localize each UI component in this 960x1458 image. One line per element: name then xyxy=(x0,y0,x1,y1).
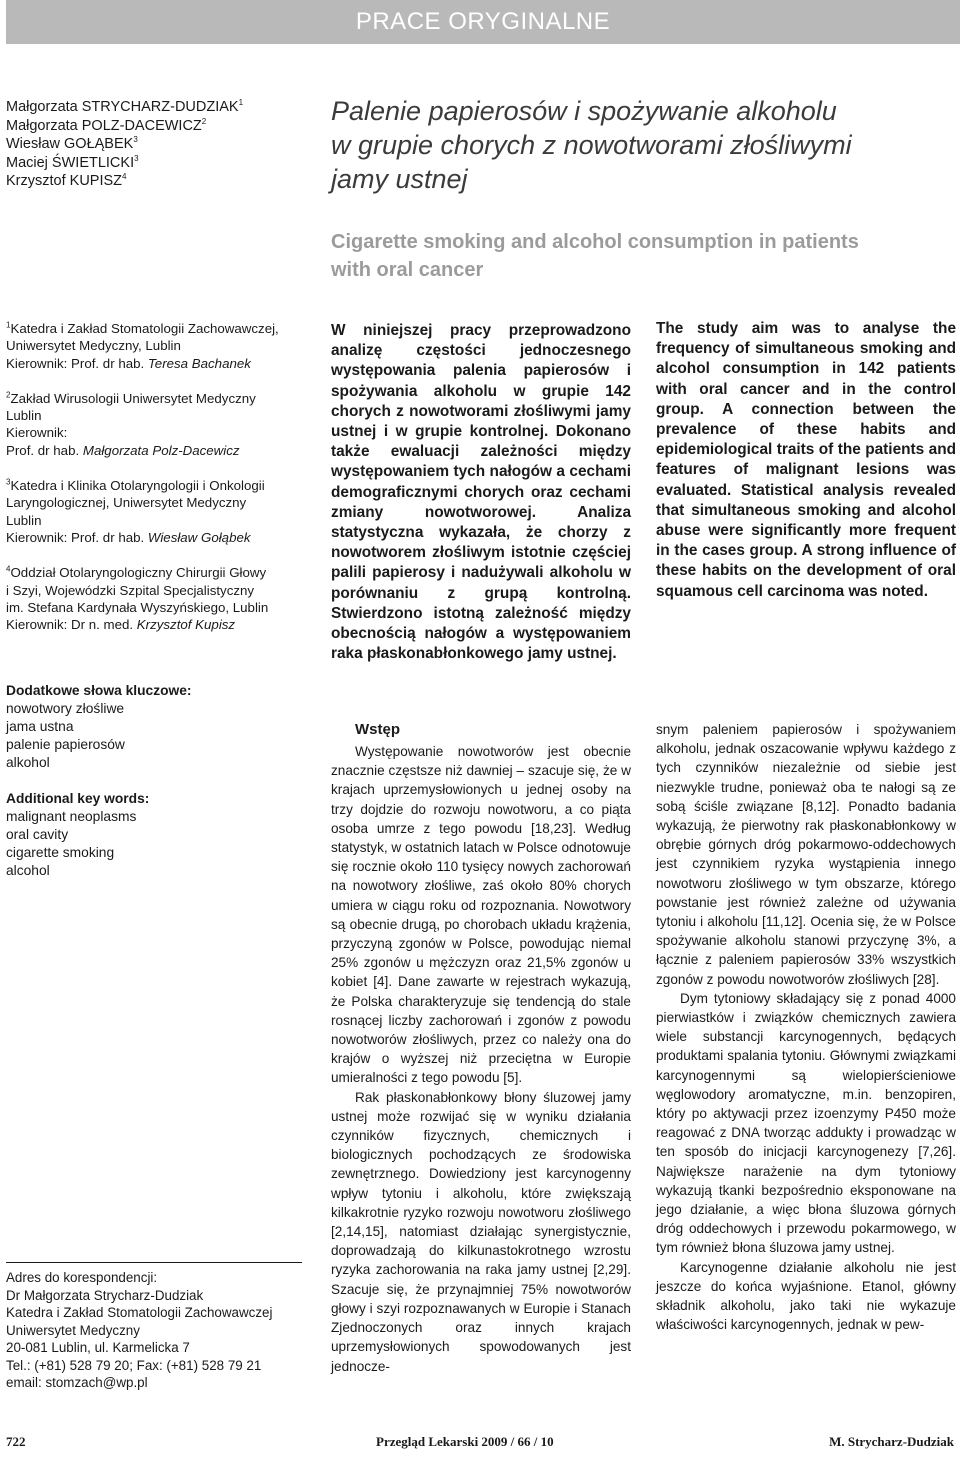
keyword-item: oral cavity xyxy=(6,827,69,842)
author-sup: 3 xyxy=(134,153,139,163)
keywords-polish xyxy=(6,682,306,772)
author-item xyxy=(6,98,306,117)
author-sup: 4 xyxy=(122,172,127,182)
section-banner xyxy=(6,0,960,44)
paragraph: Dym tytoniowy składający się z ponad 4000 pierwiastków i związków chemicznych zawiera wiele substancji karcynogennych, będących produktami spalania tytoniu. Głównymi związkami karcynogennymi są wielopierścieniowe węglowodory aromatyczne, m.in. benzopiren, który po aktywacji przez izoenzymy P450 może reagować z DNA tworząc addukty i prowadząc w ten sposób do inicjacji karcynogenezy [7,26]. Największe narażenie na dym tytoniowy wykazują tkanki bezpośrednio eksponowane na jego działanie, a więc błona śluzowa górnych dróg oddechowych i przewodu pokarmowego, w tym również błona śluzowa jamy ustnej. xyxy=(656,990,956,1256)
keywords-title: Dodatkowe słowa kluczowe: xyxy=(6,683,192,698)
affil-sup: 4 xyxy=(6,564,11,574)
keyword-item: malignant neoplasms xyxy=(6,809,137,824)
correspondence-line: Tel.: (+81) 528 79 20; Fax: (+81) 528 79 21 xyxy=(6,1357,262,1373)
author-item xyxy=(6,117,306,136)
affil-head-name: Teresa Bachanek xyxy=(147,355,251,371)
abstract-english: The study aim was to analyse the frequency of simultaneous smoking and alcohol consumption in 142 patients with oral cancer and in the control group. A connection between the prevalence of these habits and epidemiological traits of the patients and features of malignant lesions was evaluated. Statistical analysis revealed that simultaneous smoking and alcohol abuse were significantly more frequent in the cases group. A strong influence of these habits on the development of oral squamous cell carcinoma was noted. xyxy=(656,320,956,600)
affiliation-1 xyxy=(6,320,306,372)
keywords-title: Additional key words: xyxy=(6,791,150,806)
correspondence-line: Katedra i Zakład Stomatologii Zachowawczej xyxy=(6,1305,273,1320)
affil-head-label: Kierownik: Dr n. med. xyxy=(6,617,137,633)
author-list xyxy=(6,98,306,191)
keywords xyxy=(6,682,306,898)
abstract-polish: W niniejszej pracy przeprowadzono analizę częstości jednoczesnego występowania palenia papierosów i spożywania alkoholu w grupie 142 chorych z nowotworami złośliwymi jamy ustnej i w grupie kontrolnej. Dokonano także ewaluacji zależności między występowaniem tych nałogów a cechami demograficznymi chorych oraz cechami zmiany nowotworowej. Analiza statystyczna wykazała, że chorzy z nowotworem złośliwym istotnie częściej palili papierosy i nadużywali alkoholu w porównaniu z grupą kontrolną. Stwierdzono istotną zależność między obecnością nałogów a występowaniem raka płaskonabłonkowego jamy ustnej. xyxy=(331,322,631,663)
affil-line: Zakład Wirusologii Uniwersytet Medyczny xyxy=(10,390,256,406)
affil-line: Katedra i Zakład Stomatologii Zachowawczej, xyxy=(10,321,279,336)
page-footer xyxy=(6,1434,954,1452)
correspondence-line: 20-081 Lublin, ul. Karmelicka 7 xyxy=(6,1340,190,1355)
affil-line: Lublin xyxy=(6,512,42,528)
title-line: Cigarette smoking and alcohol consumption in patients xyxy=(331,231,859,253)
affiliation-3 xyxy=(6,477,306,546)
correspondence-line: Dr Małgorzata Strycharz-Dudziak xyxy=(6,1287,204,1303)
section-heading: Wstęp xyxy=(355,721,400,738)
affil-head-label: Kierownik: Prof. dr hab. xyxy=(6,529,148,545)
affil-head-name: Małgorzata Polz-Dacewicz xyxy=(82,442,240,458)
keyword-item: jama ustna xyxy=(6,719,74,734)
section-label: PRACE ORYGINALNE xyxy=(355,8,611,35)
affil-line: Uniwersytet Medyczny, Lublin xyxy=(6,338,181,354)
affil-head-name: Wiesław Gołąbek xyxy=(147,529,251,545)
affiliations xyxy=(6,320,306,651)
author-name: Wiesław GOŁĄBEK xyxy=(6,136,134,152)
title-english xyxy=(331,228,956,284)
journal-citation: Przegląd Lekarski 2009 / 66 / 10 xyxy=(376,1434,554,1449)
running-author: M. Strycharz-Dudziak xyxy=(829,1434,954,1449)
correspondence-block xyxy=(6,1262,302,1392)
keyword-item: alcohol xyxy=(6,863,50,878)
affil-head-label: Prof. dr hab. xyxy=(6,442,83,458)
title-line: with oral cancer xyxy=(331,259,484,281)
author-item xyxy=(6,154,306,173)
author-sup: 1 xyxy=(238,98,244,108)
author-item xyxy=(6,172,306,191)
author-sup: 3 xyxy=(133,135,138,145)
keyword-item: nowotwory złośliwe xyxy=(6,701,125,716)
affil-head-name: Krzysztof Kupisz xyxy=(136,617,236,633)
paragraph: Karcynogenne działanie alkoholu nie jest jeszcze do końca wyjaśnione. Etanol, główny składnik alkoholu, jako taki nie wykazuje właściwości karcynogennych, jednak w pew- xyxy=(656,1259,956,1333)
title-line: Palenie papierosów i spożywanie alkoholu xyxy=(331,96,837,126)
title-line: w grupie chorych z nowotworami złośliwymi xyxy=(331,130,852,160)
body-column-3 xyxy=(656,720,956,1335)
author-name: Krzysztof KUPISZ xyxy=(6,173,123,189)
paragraph: Występowanie nowotworów jest obecnie znacznie częstsze niż dawniej – szacuje się, że w krajach uprzemysłowionych u jednej osoby na trzy dojdzie do rozwoju nowotworu, a co piąta osoba umrze z tego powodu [18,23]. Według statystyk, w ostatnich latach w Polsce odnotowuje się rocznie około 110 tysięcy nowych zachorowań na nowotwory złośliwe, zaś około 80% chorych umiera w ciągu roku od rozpoznania. Nowotwory są obecnie drugą, po chorobach układu krążenia, przyczyną zgonów w Polsce, powodując niemal 25% zgonów u mężczyzn oraz 21,5% zgonów u kobiet [4]. Dane zawarte w rejestrach wykazują, że Polska charakteryzuje się tendencją do stale rosnącej liczby zachorowań i zgonów z powodu nowotworów złośliwych, przez co należy ona do krajów o wyższej niż przeciętna w Europie umieralności z tego powodu [5]. xyxy=(331,744,631,1086)
affil-line: Kierownik: xyxy=(6,425,68,441)
keywords-english xyxy=(6,790,306,880)
affil-line: Oddział Otolaryngologiczny Chirurgii Głowy xyxy=(10,565,267,581)
affil-sup: 2 xyxy=(6,390,11,400)
affiliation-4 xyxy=(6,564,306,633)
author-sup: 2 xyxy=(201,116,207,126)
affil-sup: 3 xyxy=(6,477,11,487)
author-name: Małgorzata POLZ-DACEWICZ xyxy=(6,117,202,134)
keyword-item: palenie papierosów xyxy=(6,737,125,752)
page-number: 722 xyxy=(6,1434,26,1449)
affil-sup: 1 xyxy=(6,320,11,330)
paragraph: snym paleniem papierosów i spożywaniem alkoholu, jednak oszacowanie wpływu każdego z tych czynników niezależnie od siebie jest niezwykle trudne, ponieważ oba te nałogi są ze sobą ściśle związane [8,12]. Ponadto badania wykazują, że pierwotny rak płaskonabłonkowy w obrębie górnych dróg pokarmowo-oddechowych jest czynnikiem ryzyka wystąpienia innego nowotworu złośliwego w tym obszarze, którego powstanie jest również zależne od używania tytoniu i alkoholu [11,12]. Ocenia się, że w Polsce spożywanie alkoholu stanowi przyczynę 3%, a łącznie z paleniem papierosów 33% wszystkich zgonów z powodu nowotworów złośliwych [28]. xyxy=(656,722,956,987)
affil-line: Laryngologicznej, Uniwersytet Medyczny xyxy=(6,495,247,511)
title-polish xyxy=(331,94,956,196)
affil-line: Lublin xyxy=(6,408,42,424)
affil-line: i Szyi, Wojewódzki Szpital Specjalistyczny xyxy=(6,582,255,598)
correspondence-email: email: stomzach@wp.pl xyxy=(6,1375,148,1390)
author-item xyxy=(6,135,306,154)
keyword-item: alkohol xyxy=(6,755,50,770)
affil-line: im. Stefana Kardynała Wyszyńskiego, Lublin xyxy=(6,599,269,615)
author-name: Maciej ŚWIETLICKI xyxy=(6,154,135,171)
correspondence-line: Adres do korespondencji: xyxy=(6,1270,158,1285)
paragraph: Rak płaskonabłonkowy błony śluzowej jamy ustnej może rozwijać się w wyniku działania czynników fizycznych, chemicznych i biologicznych pochodzących ze środowiska zewnętrznego. Dowiedziony jest karcynogenny wpływ tytoniu i alkoholu, które zwiększają kilkakrotnie ryzyko rozwoju nowotworu złośliwego [2,14,15], natomiast działając synergistycznie, doprowadzają do kilkunastokrotnego wzrostu ryzyka zachorowania na raka jamy ustnej [2,29]. Szacuje się, że przynajmniej 75% nowotworów głowy i szyi rozpoznawanych w Europie i Stanach Zjednoczonych oraz innych krajach uprzemysłowionych spowodowanych jest jednocze- xyxy=(331,1089,631,1374)
correspondence-line: Uniwersytet Medyczny xyxy=(6,1322,140,1338)
affil-head-label: Kierownik: Prof. dr hab. xyxy=(6,355,148,371)
title-line: jamy ustnej xyxy=(331,164,468,194)
author-name: Małgorzata STRYCHARZ-DUDZIAK xyxy=(6,99,239,115)
body-column-2 xyxy=(331,720,631,1376)
affil-line: Katedra i Klinika Otolaryngologii i Onkologii xyxy=(10,478,265,494)
affiliation-2 xyxy=(6,390,306,459)
keyword-item: cigarette smoking xyxy=(6,845,115,860)
